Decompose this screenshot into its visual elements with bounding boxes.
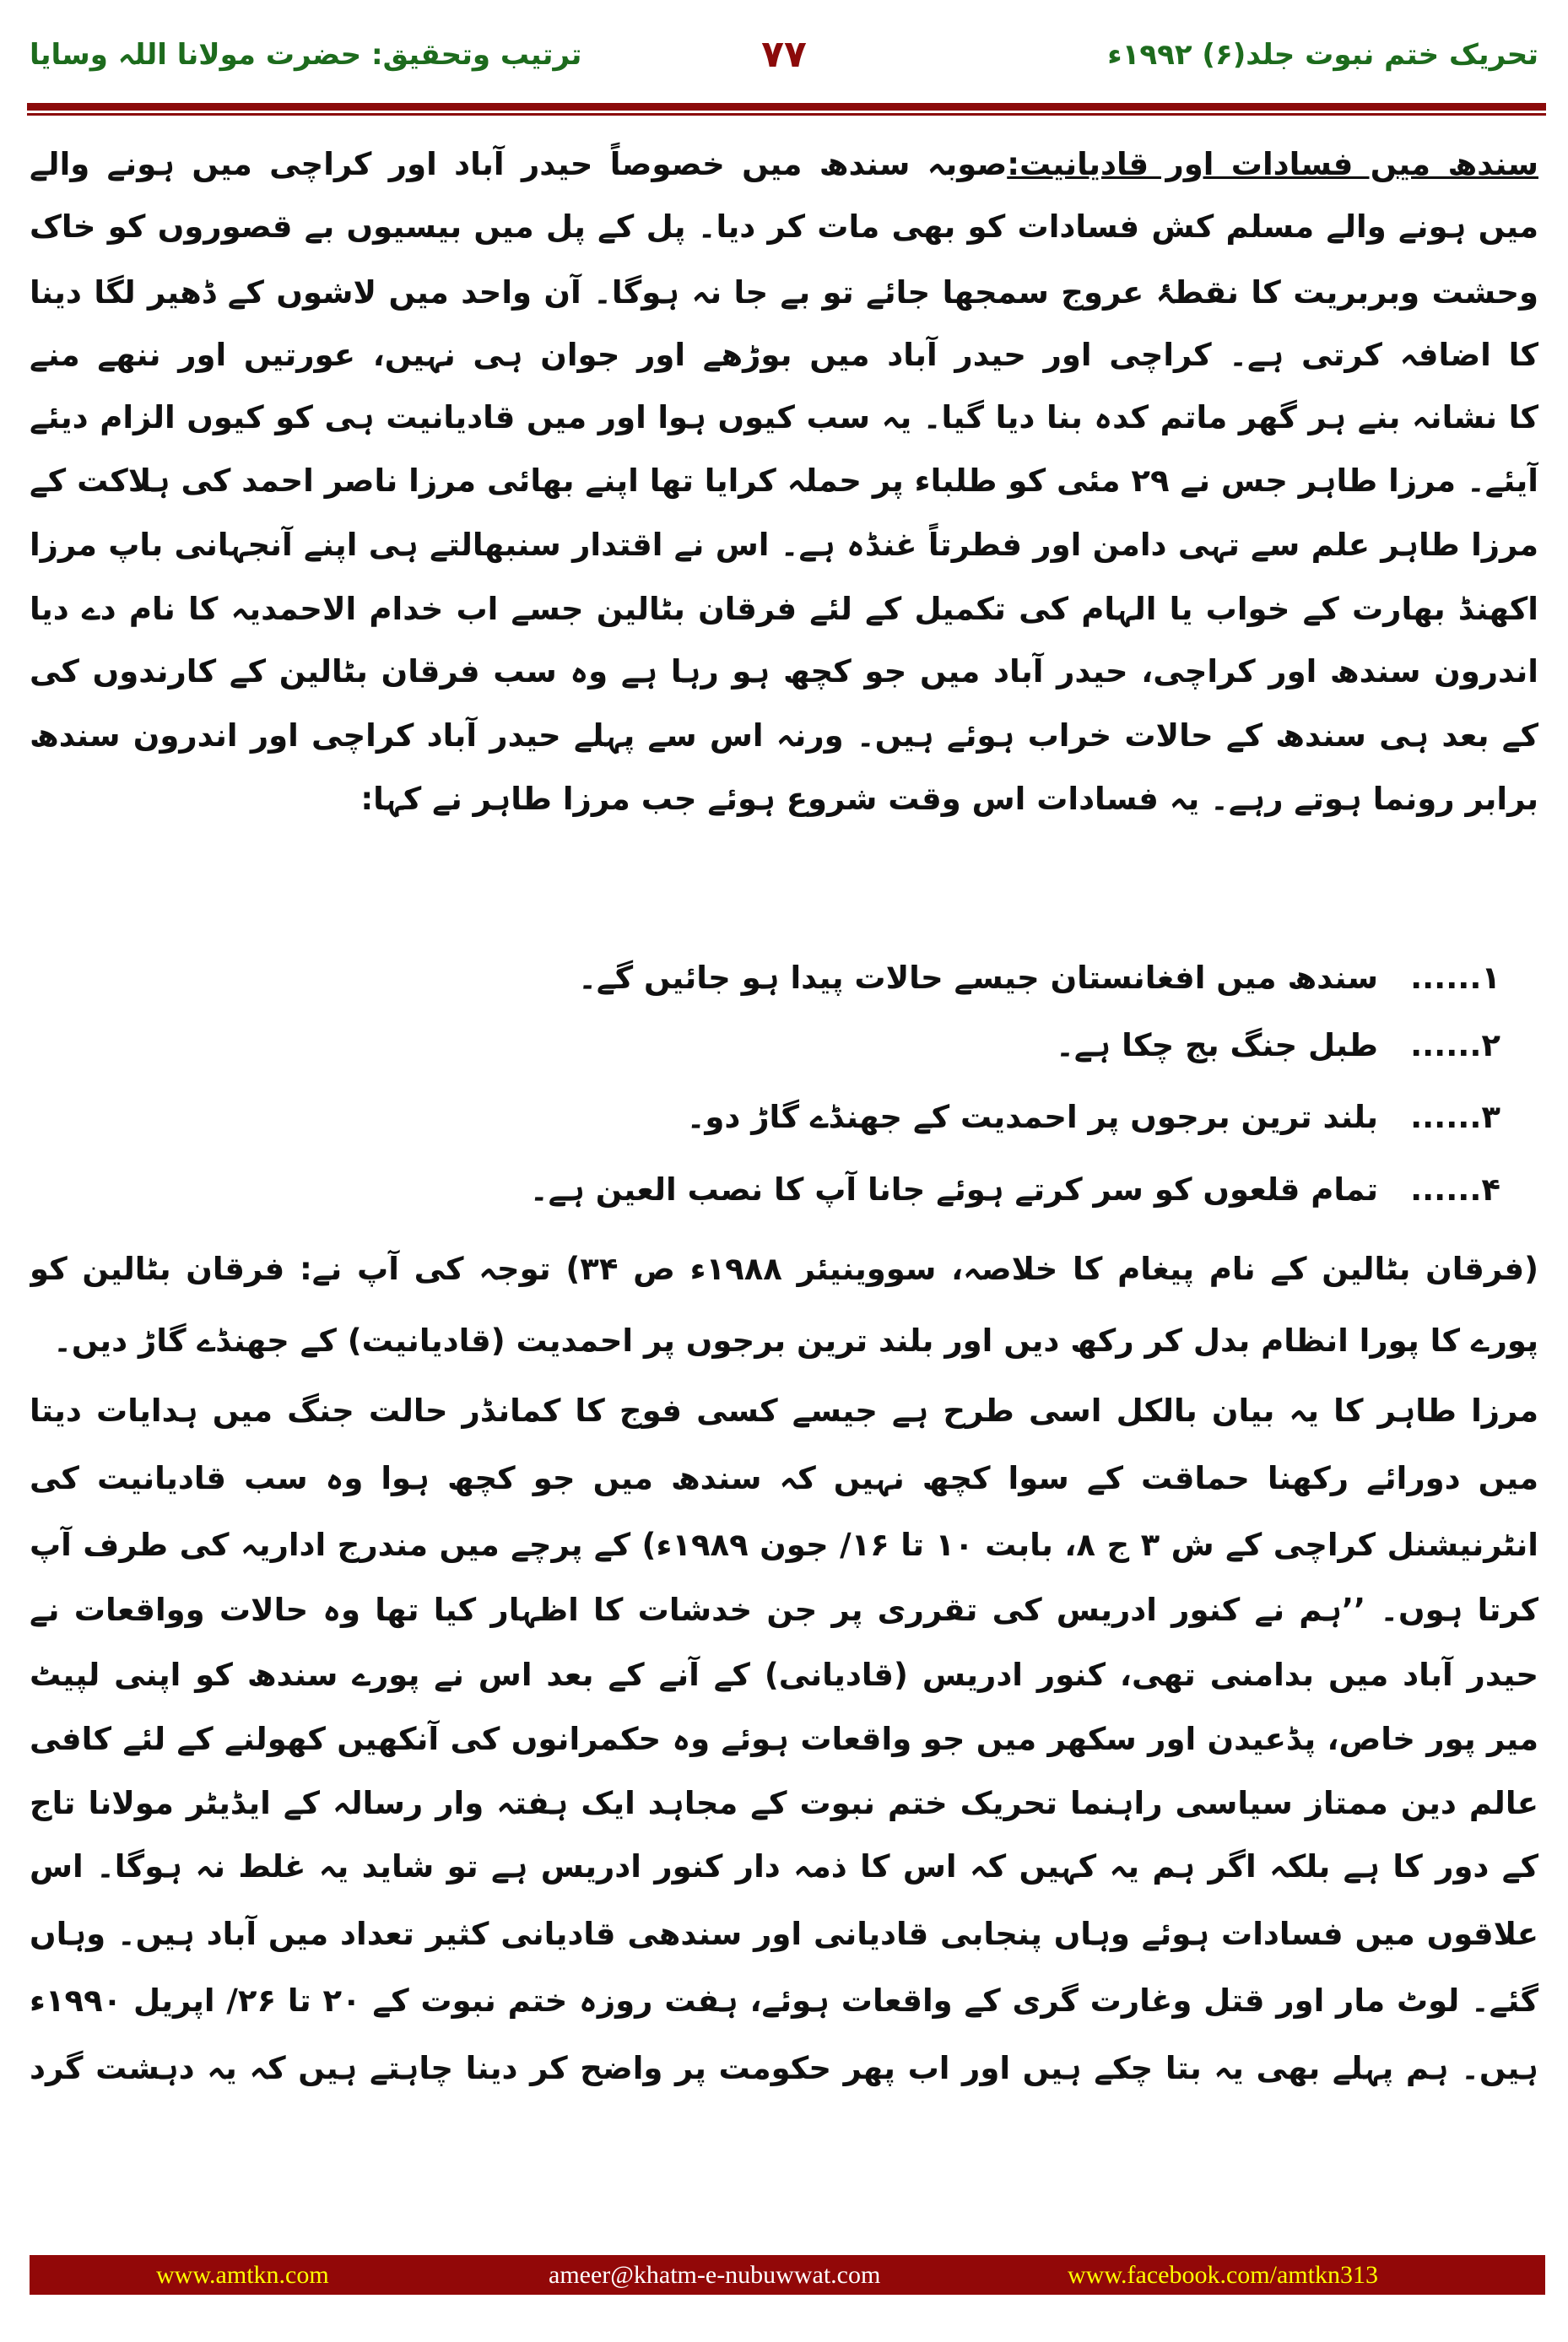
line-text: صوبہ سندھ میں خصوصاً حیدر آباد اور کراچی میں ہونے والے <box>30 146 1008 182</box>
paragraph-line: پورے کا پورا انظام بدل کر رکھ دیں اور بلند ترین برجوں پر احمدیت (قادیانیت) کے جھنڈے گاڑ دیں۔ <box>53 1322 1538 1359</box>
paragraph-line: کرتا ہوں۔ ’’ہم نے کنور ادریس کی تقرری پر جن خدشات کا اظہار کیا تھا وہ حالات وواقعات نے <box>30 1592 1538 1628</box>
paragraph-line: حیدر آباد میں بدامنی تھی، کنور ادریس (قادیانی) کے آنے کے بعد اس نے پورے سندھ کو اپنی لپیٹ <box>30 1657 1538 1693</box>
paragraph-line: کا نشانہ بنے ہر گھر ماتم کدہ بنا دیا گیا۔ یہ سب کیوں ہوا اور میں قادیانیت ہی کو کیوں الزام دیئے <box>30 399 1538 435</box>
facebook-link[interactable]: www.facebook.com/amtkn313 <box>1068 2260 1378 2289</box>
list-text: سندھ میں افغانستان جیسے حالات پیدا ہو جائیں گے۔ <box>578 960 1378 996</box>
paragraph-line: مرزا طاہر علم سے تہی دامن اور فطرتاً غنڈہ ہے۔ اس نے اقتدار سنبھالتے ہی اپنے آنجہانی باپ مرزا <box>30 527 1538 563</box>
paragraph-line: علاقوں میں فسادات ہوئے وہاں پنجابی قادیانی اور سندھی قادیانی کثیر تعداد میں آباد ہیں۔ وہاں <box>30 1916 1538 1952</box>
paragraph-line <box>30 135 1538 194</box>
section-heading: سندھ میں فسادات اور قادیانیت: <box>1007 146 1538 182</box>
list-number: ۱...... <box>1410 960 1500 996</box>
list-item <box>30 1088 1538 1147</box>
paragraph-line: ہیں۔ ہم پہلے بھی یہ بتا چکے ہیں اور اب پھر حکومت پر واضح کر دینا چاہتے ہیں کہ یہ دہشت گرد <box>30 2050 1538 2086</box>
paragraph-line: مرزا طاہر کا یہ بیان بالکل اسی طرح ہے جیسے کسی فوج کا کمانڈر حالت جنگ میں ہدایات دیتا <box>30 1393 1538 1429</box>
list-item <box>30 1160 1538 1220</box>
paragraph-line: میر پور خاص، پڈعیدن اور سکھر میں جو واقعات ہوئے وہ حکمرانوں کی آنکھیں کھولنے کے لئے کافی <box>30 1721 1538 1757</box>
paragraph-line: اندرون سندھ اور کراچی، حیدر آباد میں جو کچھ ہو رہا ہے وہ سب فرقان بٹالین کے کارندوں کی <box>30 653 1538 690</box>
paragraph-line: کے بعد ہی سندھ کے حالات خراب ہوئے ہیں۔ ورنہ اس سے پہلے حیدر آباد کراچی اور اندرون سندھ <box>30 717 1538 754</box>
paragraph-line: کے دور کا ہے بلکہ اگر ہم یہ کہیں کہ اس کا ذمہ دار کنور ادریس ہے تو شاید یہ غلط نہ ہوگا۔ اس <box>30 1848 1538 1885</box>
footer-bar <box>30 2255 1545 2295</box>
paragraph-line: (فرقان بٹالین کے نام پیغام کا خلاصہ، سووینیئر ۱۹۸۸ء ص ۳۴) توجہ کی آپ نے: فرقان بٹالین کو <box>30 1251 1538 1287</box>
paragraph-line: گئے۔ لوٹ مار اور قتل وغارت گری کے واقعات ہوئے، ہفت روزہ ختم نبوت کے ۲۰ تا ۲۶/ اپریل ۱۹۹۰ء <box>30 1982 1538 2019</box>
email-link[interactable]: ameer@khatm-e-nubuwwat.com <box>549 2260 881 2289</box>
header-rule-thick <box>27 103 1546 111</box>
list-item <box>30 1016 1538 1075</box>
paragraph-line: اکھنڈ بھارت کے خواب یا الہام کی تکمیل کے لئے فرقان بٹالین جسے اب خدام الاحمدیہ کا نام دے دیا <box>30 591 1538 627</box>
paragraph-line: عالم دین ممتاز سیاسی راہنما تحریک ختم نبوت کے مجاہد ایک ہفتہ وار رسالہ کے ایڈیٹر مولانا تاج <box>30 1785 1538 1821</box>
compiler-credit: ترتیب وتحقیق: حضرت مولانا اللہ وسایا <box>30 38 582 72</box>
website-link[interactable]: www.amtkn.com <box>156 2260 329 2289</box>
list-text: طبل جنگ بج چکا ہے۔ <box>1056 1027 1378 1063</box>
book-title: تحریک ختم نبوت جلد(۶) ۱۹۹۲ء <box>1107 38 1538 72</box>
list-text: تمام قلعوں کو سر کرتے ہوئے جانا آپ کا نصب العین ہے۔ <box>529 1171 1378 1208</box>
list-number: ۲...... <box>1410 1027 1500 1063</box>
paragraph-line: میں ہونے والے مسلم کش فسادات کو بھی مات کر دیا۔ پل کے پل میں بیسیوں بے قصوروں کو خاک <box>30 208 1538 245</box>
list-number: ۴...... <box>1410 1171 1500 1208</box>
list-number: ۳...... <box>1410 1099 1500 1135</box>
header-rule-thin <box>27 113 1546 116</box>
paragraph-line: کا اضافہ کرتی ہے۔ کراچی اور حیدر آباد میں بوڑھے اور جوان ہی نہیں، عورتیں اور ننھے منے <box>30 337 1538 373</box>
list-item <box>30 949 1538 1008</box>
paragraph-line: برابر رونما ہوتے رہے۔ یہ فسادات اس وقت شروع ہوئے جب مرزا طاہر نے کہا: <box>360 781 1538 817</box>
list-text: بلند ترین برجوں پر احمدیت کے جھنڈے گاڑ دو۔ <box>686 1099 1378 1135</box>
paragraph-line: انٹرنیشنل کراچی کے ش ۳ ج ۸، بابت ۱۰ تا ۱۶/ جون ۱۹۸۹ء) کے پرچے میں مندرج اداریہ کی طرف آپ <box>30 1527 1538 1563</box>
page-number: ۷۷ <box>761 33 807 76</box>
paragraph-line: آیئے۔ مرزا طاہر جس نے ۲۹ مئی کو طلباء پر حملہ کرایا تھا اپنے بھائی مرزا ناصر احمد کی ہلاکت کے <box>30 462 1538 499</box>
paragraph-line: میں دورائے رکھنا حماقت کے سوا کچھ نہیں کہ سندھ میں جو کچھ ہوا وہ سب قادیانیت کی <box>30 1460 1538 1496</box>
paragraph-line: وحشت وبربریت کا نقطۂ عروج سمجھا جائے تو بے جا نہ ہوگا۔ آن واحد میں لاشوں کے ڈھیر لگا دینا <box>30 274 1538 311</box>
